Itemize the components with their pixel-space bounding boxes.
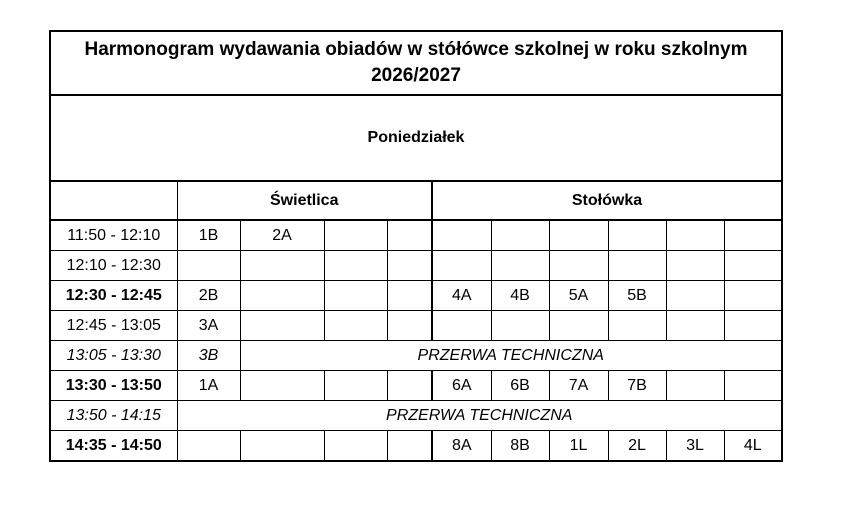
class-cell bbox=[666, 220, 724, 251]
class-cell bbox=[724, 311, 782, 341]
schedule-table bbox=[49, 30, 783, 462]
class-cell bbox=[608, 311, 666, 341]
class-cell bbox=[549, 251, 608, 281]
table-row bbox=[50, 220, 782, 251]
class-cell bbox=[387, 431, 432, 462]
class-cell bbox=[491, 311, 549, 341]
time-cell: 13:30 - 13:50 bbox=[50, 371, 177, 401]
class-cell bbox=[666, 251, 724, 281]
time-cell: 13:50 - 14:15 bbox=[50, 401, 177, 431]
day-label: Poniedziałek bbox=[50, 95, 782, 181]
class-cell: 5B bbox=[608, 281, 666, 311]
class-cell: 4B bbox=[491, 281, 549, 311]
class-cell: 2A bbox=[240, 220, 324, 251]
class-cell: 3B bbox=[177, 341, 240, 371]
class-cell bbox=[724, 251, 782, 281]
class-cell bbox=[387, 251, 432, 281]
class-cell: 7A bbox=[549, 371, 608, 401]
class-cell bbox=[724, 220, 782, 251]
class-cell bbox=[387, 220, 432, 251]
section-stolowka: Stołówka bbox=[432, 181, 782, 220]
schedule-title: Harmonogram wydawania obiadów w stółówce szkolnej w roku szkolnym 2026/2027 bbox=[50, 31, 782, 95]
class-cell: 7B bbox=[608, 371, 666, 401]
class-cell bbox=[324, 311, 387, 341]
class-cell bbox=[432, 311, 491, 341]
class-cell bbox=[324, 220, 387, 251]
empty-header-cell bbox=[50, 181, 177, 220]
time-cell: 12:10 - 12:30 bbox=[50, 251, 177, 281]
class-cell bbox=[324, 251, 387, 281]
table-row bbox=[50, 431, 782, 462]
class-cell bbox=[240, 371, 324, 401]
class-cell: 1A bbox=[177, 371, 240, 401]
class-cell: 4A bbox=[432, 281, 491, 311]
class-cell bbox=[387, 311, 432, 341]
class-cell bbox=[666, 311, 724, 341]
class-cell bbox=[608, 251, 666, 281]
class-cell: 1L bbox=[549, 431, 608, 462]
class-cell: 1B bbox=[177, 220, 240, 251]
class-cell bbox=[177, 251, 240, 281]
table-row bbox=[50, 251, 782, 281]
class-cell: 8B bbox=[491, 431, 549, 462]
class-cell: 2L bbox=[608, 431, 666, 462]
class-cell bbox=[324, 371, 387, 401]
class-cell: 4L bbox=[724, 431, 782, 462]
class-cell bbox=[491, 251, 549, 281]
time-cell: 13:05 - 13:30 bbox=[50, 341, 177, 371]
class-cell: 5A bbox=[549, 281, 608, 311]
time-cell: 14:35 - 14:50 bbox=[50, 431, 177, 462]
class-cell bbox=[324, 281, 387, 311]
class-cell bbox=[432, 220, 491, 251]
class-cell: 6A bbox=[432, 371, 491, 401]
class-cell bbox=[491, 220, 549, 251]
table-row bbox=[50, 281, 782, 311]
class-cell bbox=[387, 281, 432, 311]
time-cell: 12:30 - 12:45 bbox=[50, 281, 177, 311]
class-cell: 2B bbox=[177, 281, 240, 311]
class-cell bbox=[177, 431, 240, 462]
class-cell bbox=[387, 371, 432, 401]
class-cell bbox=[240, 431, 324, 462]
class-cell bbox=[666, 281, 724, 311]
class-cell bbox=[432, 251, 491, 281]
technical-break-cell: PRZERWA TECHNICZNA bbox=[177, 401, 782, 431]
technical-break-cell: PRZERWA TECHNICZNA bbox=[240, 341, 782, 371]
class-cell bbox=[608, 220, 666, 251]
time-cell: 12:45 - 13:05 bbox=[50, 311, 177, 341]
class-cell bbox=[240, 311, 324, 341]
class-cell bbox=[549, 220, 608, 251]
class-cell: 3L bbox=[666, 431, 724, 462]
table-row-break bbox=[50, 341, 782, 371]
section-swietlica: Świetlica bbox=[177, 181, 432, 220]
time-cell: 11:50 - 12:10 bbox=[50, 220, 177, 251]
table-row-break bbox=[50, 401, 782, 431]
class-cell bbox=[724, 371, 782, 401]
table-row bbox=[50, 371, 782, 401]
class-cell bbox=[240, 281, 324, 311]
table-row bbox=[50, 311, 782, 341]
class-cell bbox=[240, 251, 324, 281]
class-cell bbox=[549, 311, 608, 341]
class-cell bbox=[724, 281, 782, 311]
class-cell: 8A bbox=[432, 431, 491, 462]
class-cell: 3A bbox=[177, 311, 240, 341]
class-cell: 6B bbox=[491, 371, 549, 401]
class-cell bbox=[666, 371, 724, 401]
class-cell bbox=[324, 431, 387, 462]
